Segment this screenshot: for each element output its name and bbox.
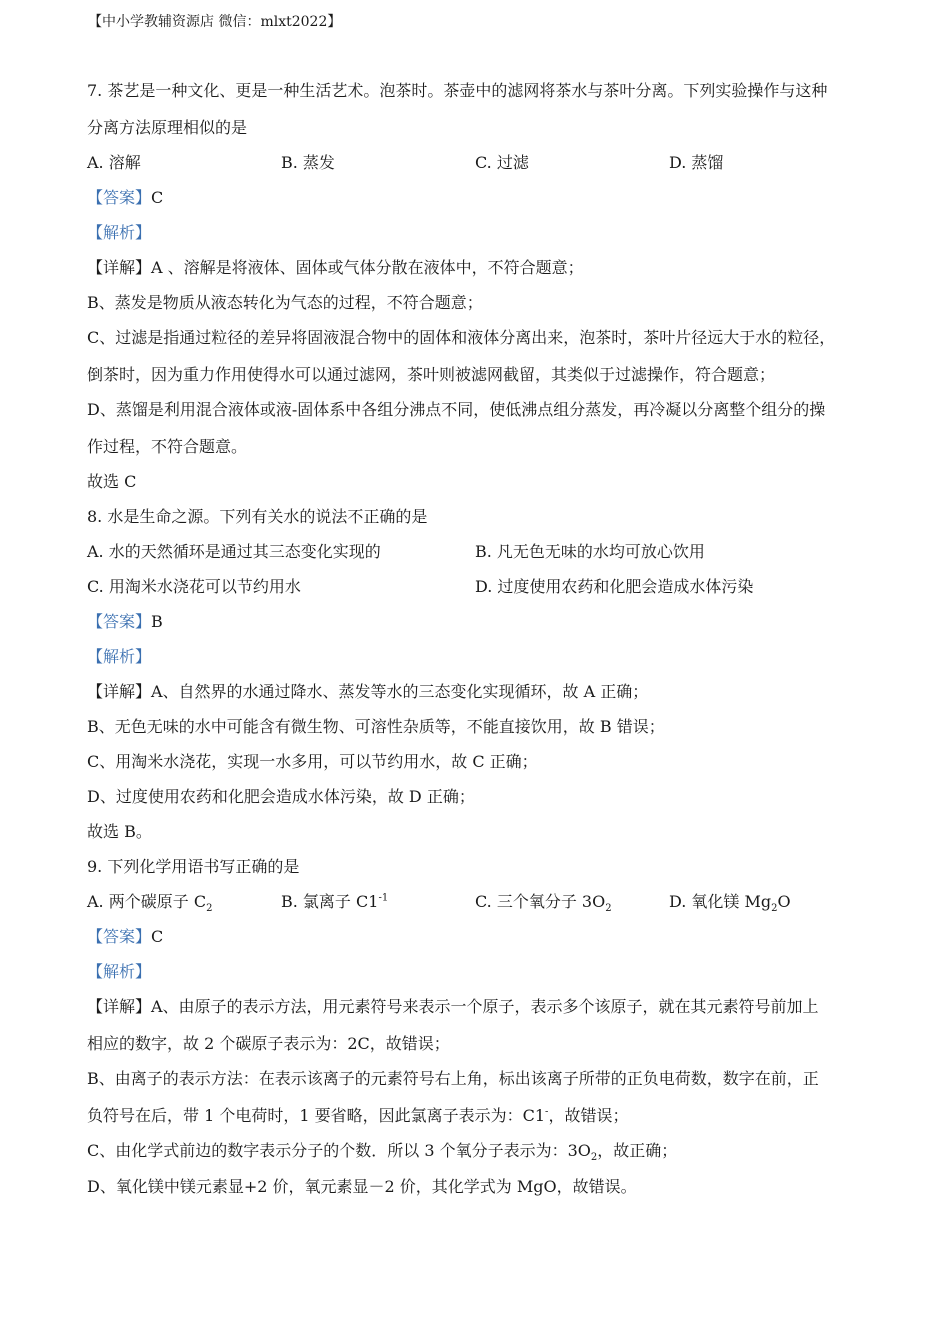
subscript: 2 bbox=[590, 1152, 598, 1164]
q7-option-b: B. 蒸发 bbox=[281, 153, 335, 172]
q9-detail-line bbox=[87, 1140, 677, 1162]
q7-analysis-tag: 【解析】 bbox=[87, 223, 152, 242]
q7-answer bbox=[87, 187, 163, 209]
q9-option-c bbox=[475, 891, 612, 913]
q8-answer bbox=[87, 611, 163, 633]
q9-option-b bbox=[281, 891, 388, 913]
q8-stem: 8. 水是生命之源。下列有关水的说法不正确的是 bbox=[87, 507, 428, 526]
option-text: B. 氯离子 C1 bbox=[281, 892, 379, 911]
q7-detail-line: C、过滤是指通过粒径的差异将固液混合物中的固体和液体分离出来，泡茶时，茶叶片径远大于水的粒径， bbox=[87, 328, 836, 347]
q9-detail-line: 相应的数字，故 2 个碳原子表示为：2C，故错误； bbox=[87, 1034, 450, 1053]
q9-stem: 9. 下列化学用语书写正确的是 bbox=[87, 857, 300, 876]
answer-tag: 【答案】 bbox=[87, 188, 152, 207]
subscript: 2 bbox=[771, 903, 778, 915]
q7-detail-line: 倒茶时，因为重力作用使得水可以通过滤网，茶叶则被滤网截留，其类似于过滤操作，符合题意； bbox=[87, 365, 776, 384]
answer-value: C bbox=[151, 188, 164, 207]
option-text: D. 氧化镁 Mg bbox=[669, 892, 772, 911]
q8-option-c: C. 用淘米水浇花可以节约用水 bbox=[87, 577, 301, 596]
q7-option-a: A. 溶解 bbox=[87, 153, 141, 172]
answer-value: B bbox=[151, 612, 163, 631]
detail-text: 负符号在后，带 1 个电荷时，1 要省略，因此氯离子表示为：C1 bbox=[87, 1106, 546, 1125]
subscript: 2 bbox=[206, 903, 213, 915]
q7-stem-line-1: 7. 茶艺是一种文化、更是一种生活艺术。泡茶时。茶壶中的滤网将茶水与茶叶分离。下列实验操作与这种 bbox=[87, 81, 828, 100]
option-text: A. 两个碳原子 C bbox=[87, 892, 207, 911]
answer-tag: 【答案】 bbox=[87, 927, 152, 946]
detail-text: ，故错误； bbox=[548, 1106, 629, 1125]
q8-conclusion: 故选 B。 bbox=[87, 822, 152, 841]
q7-detail-line: D、蒸馏是利用混合液体或液-固体系中各组分沸点不同，使低沸点组分蒸发，再冷凝以分离整个组分的操 bbox=[87, 400, 826, 419]
q7-detail-line: 【详解】A 、溶解是将液体、固体或气体分散在液体中，不符合题意； bbox=[87, 258, 584, 277]
q8-detail-line: C、用淘米水浇花，实现一水多用，可以节约用水，故 C 正确； bbox=[87, 752, 538, 771]
answer-tag: 【答案】 bbox=[87, 612, 152, 631]
q8-option-d: D. 过度使用农药和化肥会造成水体污染 bbox=[475, 577, 754, 596]
superscript: -1 bbox=[378, 892, 389, 904]
superscript: - bbox=[545, 1106, 549, 1118]
q7-option-d: D. 蒸馏 bbox=[669, 153, 724, 172]
source-header: 【中小学教辅资源店 微信：mlxt2022】 bbox=[88, 14, 342, 30]
q9-detail-line: D、氧化镁中镁元素显+2 价，氧元素显－2 价，其化学式为 MgO，故错误。 bbox=[87, 1177, 637, 1196]
option-text: C. 三个氧分子 3O bbox=[475, 892, 606, 911]
q9-detail-line bbox=[87, 1105, 628, 1127]
q7-conclusion: 故选 C bbox=[87, 472, 137, 491]
q9-option-d bbox=[669, 891, 791, 913]
q8-detail-line: B、无色无味的水中可能含有微生物、可溶性杂质等，不能直接饮用，故 B 错误； bbox=[87, 717, 665, 736]
q7-stem-line-2: 分离方法原理相似的是 bbox=[87, 118, 248, 137]
subscript: 2 bbox=[605, 903, 612, 915]
q9-detail-line: B、由离子的表示方法：在表示该离子的元素符号右上角，标出该离子所带的正负电荷数，数字在前，正 bbox=[87, 1069, 819, 1088]
q7-detail-line: B、蒸发是物质从液态转化为气态的过程，不符合题意； bbox=[87, 293, 483, 312]
q8-analysis-tag: 【解析】 bbox=[87, 647, 152, 666]
q7-detail-line: 作过程，不符合题意。 bbox=[87, 437, 248, 456]
q9-option-a bbox=[87, 891, 212, 913]
detail-text: ，故正确； bbox=[597, 1141, 678, 1160]
answer-value: C bbox=[151, 927, 164, 946]
q8-option-b: B. 凡无色无味的水均可放心饮用 bbox=[475, 542, 705, 561]
detail-text: C、由化学式前边的数字表示分子的个数．所以 3 个氧分子表示为：3O bbox=[87, 1141, 591, 1160]
q9-answer bbox=[87, 926, 163, 948]
option-text-tail: O bbox=[777, 892, 791, 911]
q9-detail-line: 【详解】A、由原子的表示方法，用元素符号来表示一个原子，表示多个该原子，就在其元素符号前加上 bbox=[87, 997, 819, 1016]
q8-detail-line: 【详解】A、自然界的水通过降水、蒸发等水的三态变化实现循环，故 A 正确； bbox=[87, 682, 649, 701]
q8-option-a: A. 水的天然循环是通过其三态变化实现的 bbox=[87, 542, 381, 561]
q8-detail-line: D、过度使用农药和化肥会造成水体污染，故 D 正确； bbox=[87, 787, 475, 806]
q7-option-c: C. 过滤 bbox=[475, 153, 529, 172]
q9-analysis-tag: 【解析】 bbox=[87, 962, 152, 981]
